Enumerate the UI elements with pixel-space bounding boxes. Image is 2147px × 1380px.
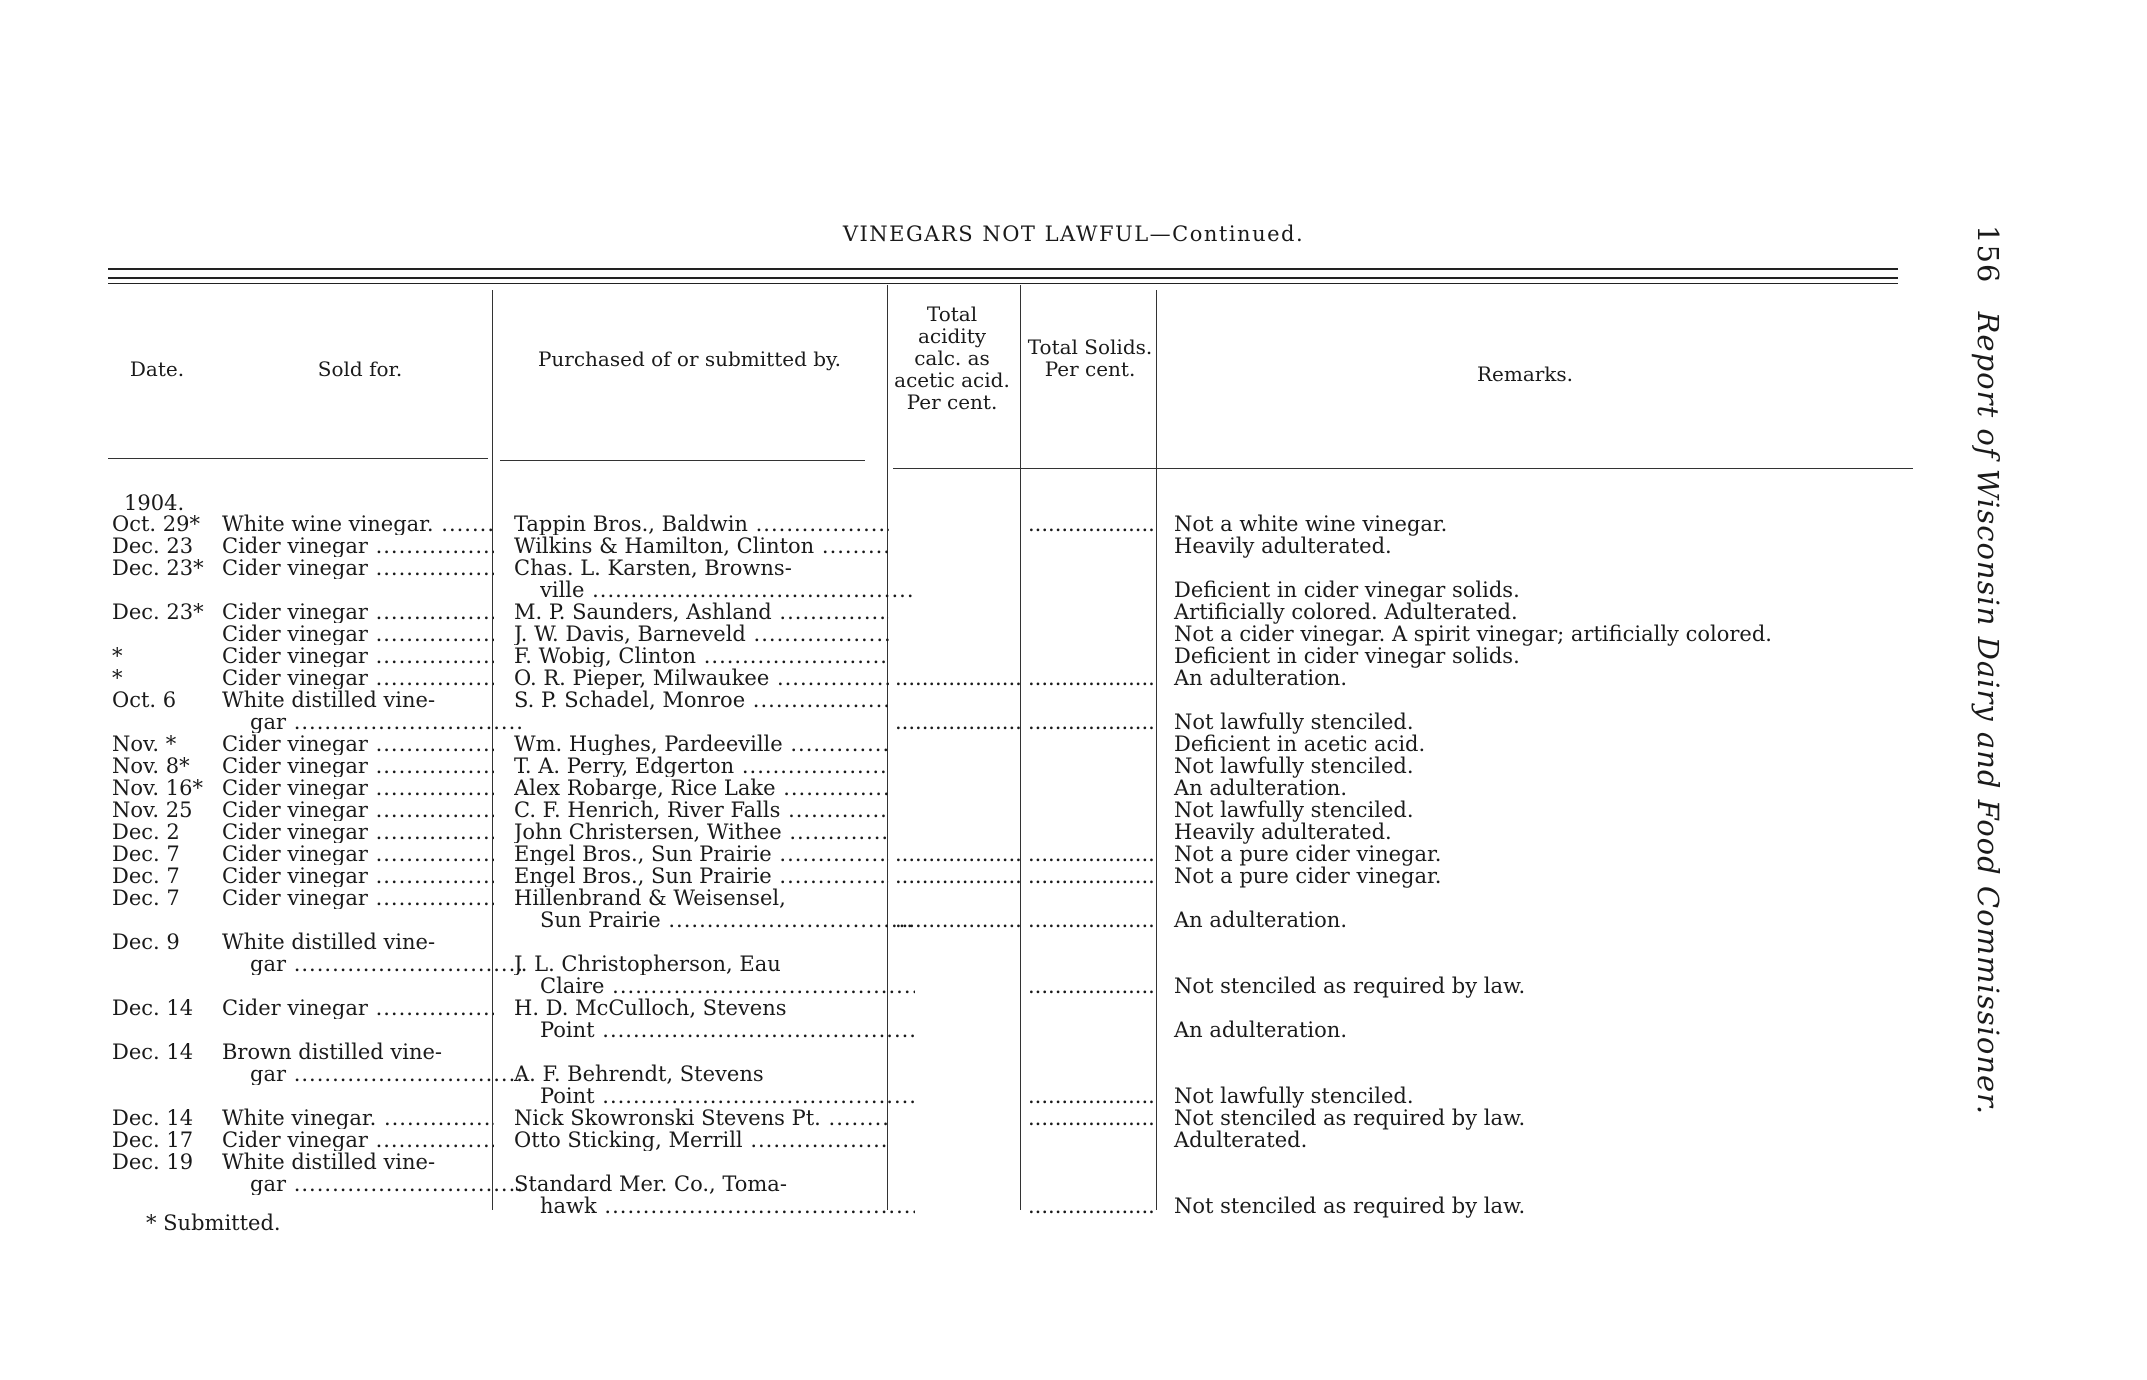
row-acidity [895,843,1020,865]
row-purchased: M. P. Saunders, Ashland ..... [514,601,889,623]
row-remarks: Not lawfully stenciled. [1174,710,1414,734]
row-sold-for: Cider vinegar ..... [222,777,494,799]
row-solids [1028,1195,1153,1217]
row-sold-for: Cider vinegar ..... [222,623,494,645]
row-solids [1028,975,1153,997]
row-sold-for: White distilled vine- [222,689,436,711]
row-sold-for: Cider vinegar ..... [222,733,494,755]
row-purchased: Point ..... [540,1085,915,1107]
row-date: Dec. 9 [112,930,180,954]
year-label: 1904. [124,491,185,515]
row-sold-for: Cider vinegar ..... [222,821,494,843]
row-date: Oct. 6 [112,688,177,712]
row-remarks: Not lawfully stenciled. [1174,754,1414,778]
row-purchased: J. L. Christopherson, Eau [514,953,781,975]
row-remarks: Not lawfully stenciled. [1174,1084,1414,1108]
row-solids [1028,513,1153,535]
row-sold-for: Cider vinegar ..... [222,755,494,777]
row-sold-for: Cider vinegar ..... [222,997,494,1019]
row-date: Dec. 14 [112,1040,194,1064]
row-purchased: Alex Robarge, Rice Lake ..... [514,777,889,799]
row-purchased: Claire ..... [540,975,915,997]
row-sold-for: Cider vinegar ..... [222,843,494,865]
row-purchased: S. P. Schadel, Monroe ..... [514,689,889,711]
row-remarks: Adulterated. [1174,1128,1308,1152]
row-date: Dec. 7 [112,842,180,866]
row-remarks: Deficient in acetic acid. [1174,732,1426,756]
row-purchased: Nick Skowronski Stevens Pt. ..... [514,1107,889,1129]
column-rule [1020,285,1021,1210]
row-date: Dec. 19 [112,1150,194,1174]
row-remarks: Heavily adulterated. [1174,534,1392,558]
table-title: VINEGARS NOT LAWFUL—Continued. [842,222,1305,246]
row-date: Dec. 14 [112,996,194,1020]
row-remarks: Not a cider vinegar. A spirit vinegar; artificially colored. [1174,622,1772,646]
row-sold-for: Cider vinegar ..... [222,1129,494,1151]
row-remarks: Not lawfully stenciled. [1174,798,1414,822]
column-rule [1156,290,1157,1210]
row-date: Dec. 23 [112,534,194,558]
row-purchased: Engel Bros., Sun Prairie ..... [514,843,889,865]
row-sold-for: gar ..... [250,1173,522,1195]
running-head-text: Report of Wisconsin Dairy and Food Commissioner. [1971,311,2005,1116]
row-sold-for: Cider vinegar ..... [222,667,494,689]
row-sold-for: gar ..... [250,1063,522,1085]
row-sold-for: gar ..... [250,953,522,975]
header-remarks: Remarks. [1476,362,1574,386]
row-remarks: Not a pure cider vinegar. [1174,842,1442,866]
row-purchased: Wilkins & Hamilton, Clinton ..... [514,535,889,557]
row-sold-for: Cider vinegar ..... [222,601,494,623]
row-remarks: An adulteration. [1174,666,1347,690]
header-purchased: Purchased of or submitted by. [537,347,842,371]
row-purchased: A. F. Behrendt, Stevens [514,1063,764,1085]
row-purchased: Standard Mer. Co., Toma- [514,1173,787,1195]
row-acidity [895,667,1020,689]
row-purchased: Sun Prairie ..... [540,909,915,931]
row-remarks: Not stenciled as required by law. [1174,1106,1526,1130]
row-solids [1028,667,1153,689]
row-sold-for: Cider vinegar ..... [222,535,494,557]
row-date: Oct. 29* [112,512,200,536]
row-purchased: hawk ..... [540,1195,915,1217]
row-sold-for: gar ..... [250,711,522,733]
row-remarks: Heavily adulterated. [1174,820,1392,844]
row-purchased: O. R. Pieper, Milwaukee ..... [514,667,889,689]
row-purchased: H. D. McCulloch, Stevens [514,997,787,1019]
row-remarks: Not stenciled as required by law. [1174,974,1526,998]
row-solids [1028,843,1153,865]
row-remarks: Not a pure cider vinegar. [1174,864,1442,888]
row-date: Dec. 23* [112,600,204,624]
row-date: Nov. 8* [112,754,190,778]
header-solids: Total Solids. Per cent. [1027,335,1153,381]
title-rule [108,268,1898,270]
page-number: 156 [1971,225,2005,284]
row-remarks: An adulteration. [1174,1018,1347,1042]
row-sold-for: White distilled vine- [222,931,436,953]
header-acidity: Total acidity calc. as acetic acid. Per cent. [894,302,1010,414]
row-purchased: F. Wobig, Clinton ..... [514,645,889,667]
row-date: Nov. 16* [112,776,203,800]
row-sold-for: Cider vinegar ..... [222,557,494,579]
row-purchased: C. F. Henrich, River Falls ..... [514,799,889,821]
row-sold-for: White wine vinegar. ..... [222,513,494,535]
row-sold-for: Cider vinegar ..... [222,799,494,821]
row-sold-for: Cider vinegar ..... [222,887,494,909]
row-solids [1028,1107,1153,1129]
row-date: Dec. 7 [112,864,180,888]
row-date: * [112,644,123,668]
row-sold-for: Cider vinegar ..... [222,645,494,667]
row-acidity [895,711,1020,733]
row-purchased: Hillenbrand & Weisensel, [514,887,786,909]
row-sold-for: Brown distilled vine- [222,1041,442,1063]
row-remarks: Deficient in cider vinegar solids. [1174,644,1520,668]
row-purchased: J. W. Davis, Barneveld ..... [514,623,889,645]
row-acidity [895,865,1020,887]
row-date: Dec. 17 [112,1128,194,1152]
row-purchased: Chas. L. Karsten, Browns- [514,557,792,579]
row-purchased: T. A. Perry, Edgerton ..... [514,755,889,777]
row-solids [1028,909,1153,931]
row-solids [1028,1085,1153,1107]
row-purchased: Engel Bros., Sun Prairie ..... [514,865,889,887]
row-acidity [895,909,1020,931]
header-underline [108,458,488,459]
running-head [1971,225,2005,1225]
row-solids [1028,865,1153,887]
row-date: Dec. 2 [112,820,180,844]
row-sold-for: Cider vinegar ..... [222,865,494,887]
row-remarks: An adulteration. [1174,776,1347,800]
title-rule [108,283,1898,284]
row-remarks: Not stenciled as required by law. [1174,1194,1526,1218]
row-date: Nov. * [112,732,177,756]
row-remarks: Not a white wine vinegar. [1174,512,1448,536]
header-sold-for: Sold for. [317,357,403,381]
row-purchased: ville ..... [540,579,915,601]
row-purchased: Wm. Hughes, Pardeeville ..... [514,733,889,755]
header-underline [893,468,1913,469]
row-sold-for: White vinegar. ..... [222,1107,494,1129]
row-date: Dec. 14 [112,1106,194,1130]
header-date: Date. [129,357,185,381]
row-sold-for: White distilled vine- [222,1151,436,1173]
header-underline [500,460,865,461]
row-date: * [112,666,123,690]
row-remarks: Artificially colored. Adulterated. [1174,600,1518,624]
row-date: Nov. 25 [112,798,193,822]
title-rule [108,277,1898,279]
row-date: Dec. 7 [112,886,180,910]
row-remarks: Deficient in cider vinegar solids. [1174,578,1520,602]
row-purchased: John Christersen, Withee ..... [514,821,889,843]
row-purchased: Otto Sticking, Merrill ..... [514,1129,889,1151]
row-purchased: Tappin Bros., Baldwin ..... [514,513,889,535]
row-date: Dec. 23* [112,556,204,580]
row-purchased: Point ..... [540,1019,915,1041]
row-solids [1028,711,1153,733]
row-remarks: An adulteration. [1174,908,1347,932]
footnote: * Submitted. [146,1211,281,1235]
